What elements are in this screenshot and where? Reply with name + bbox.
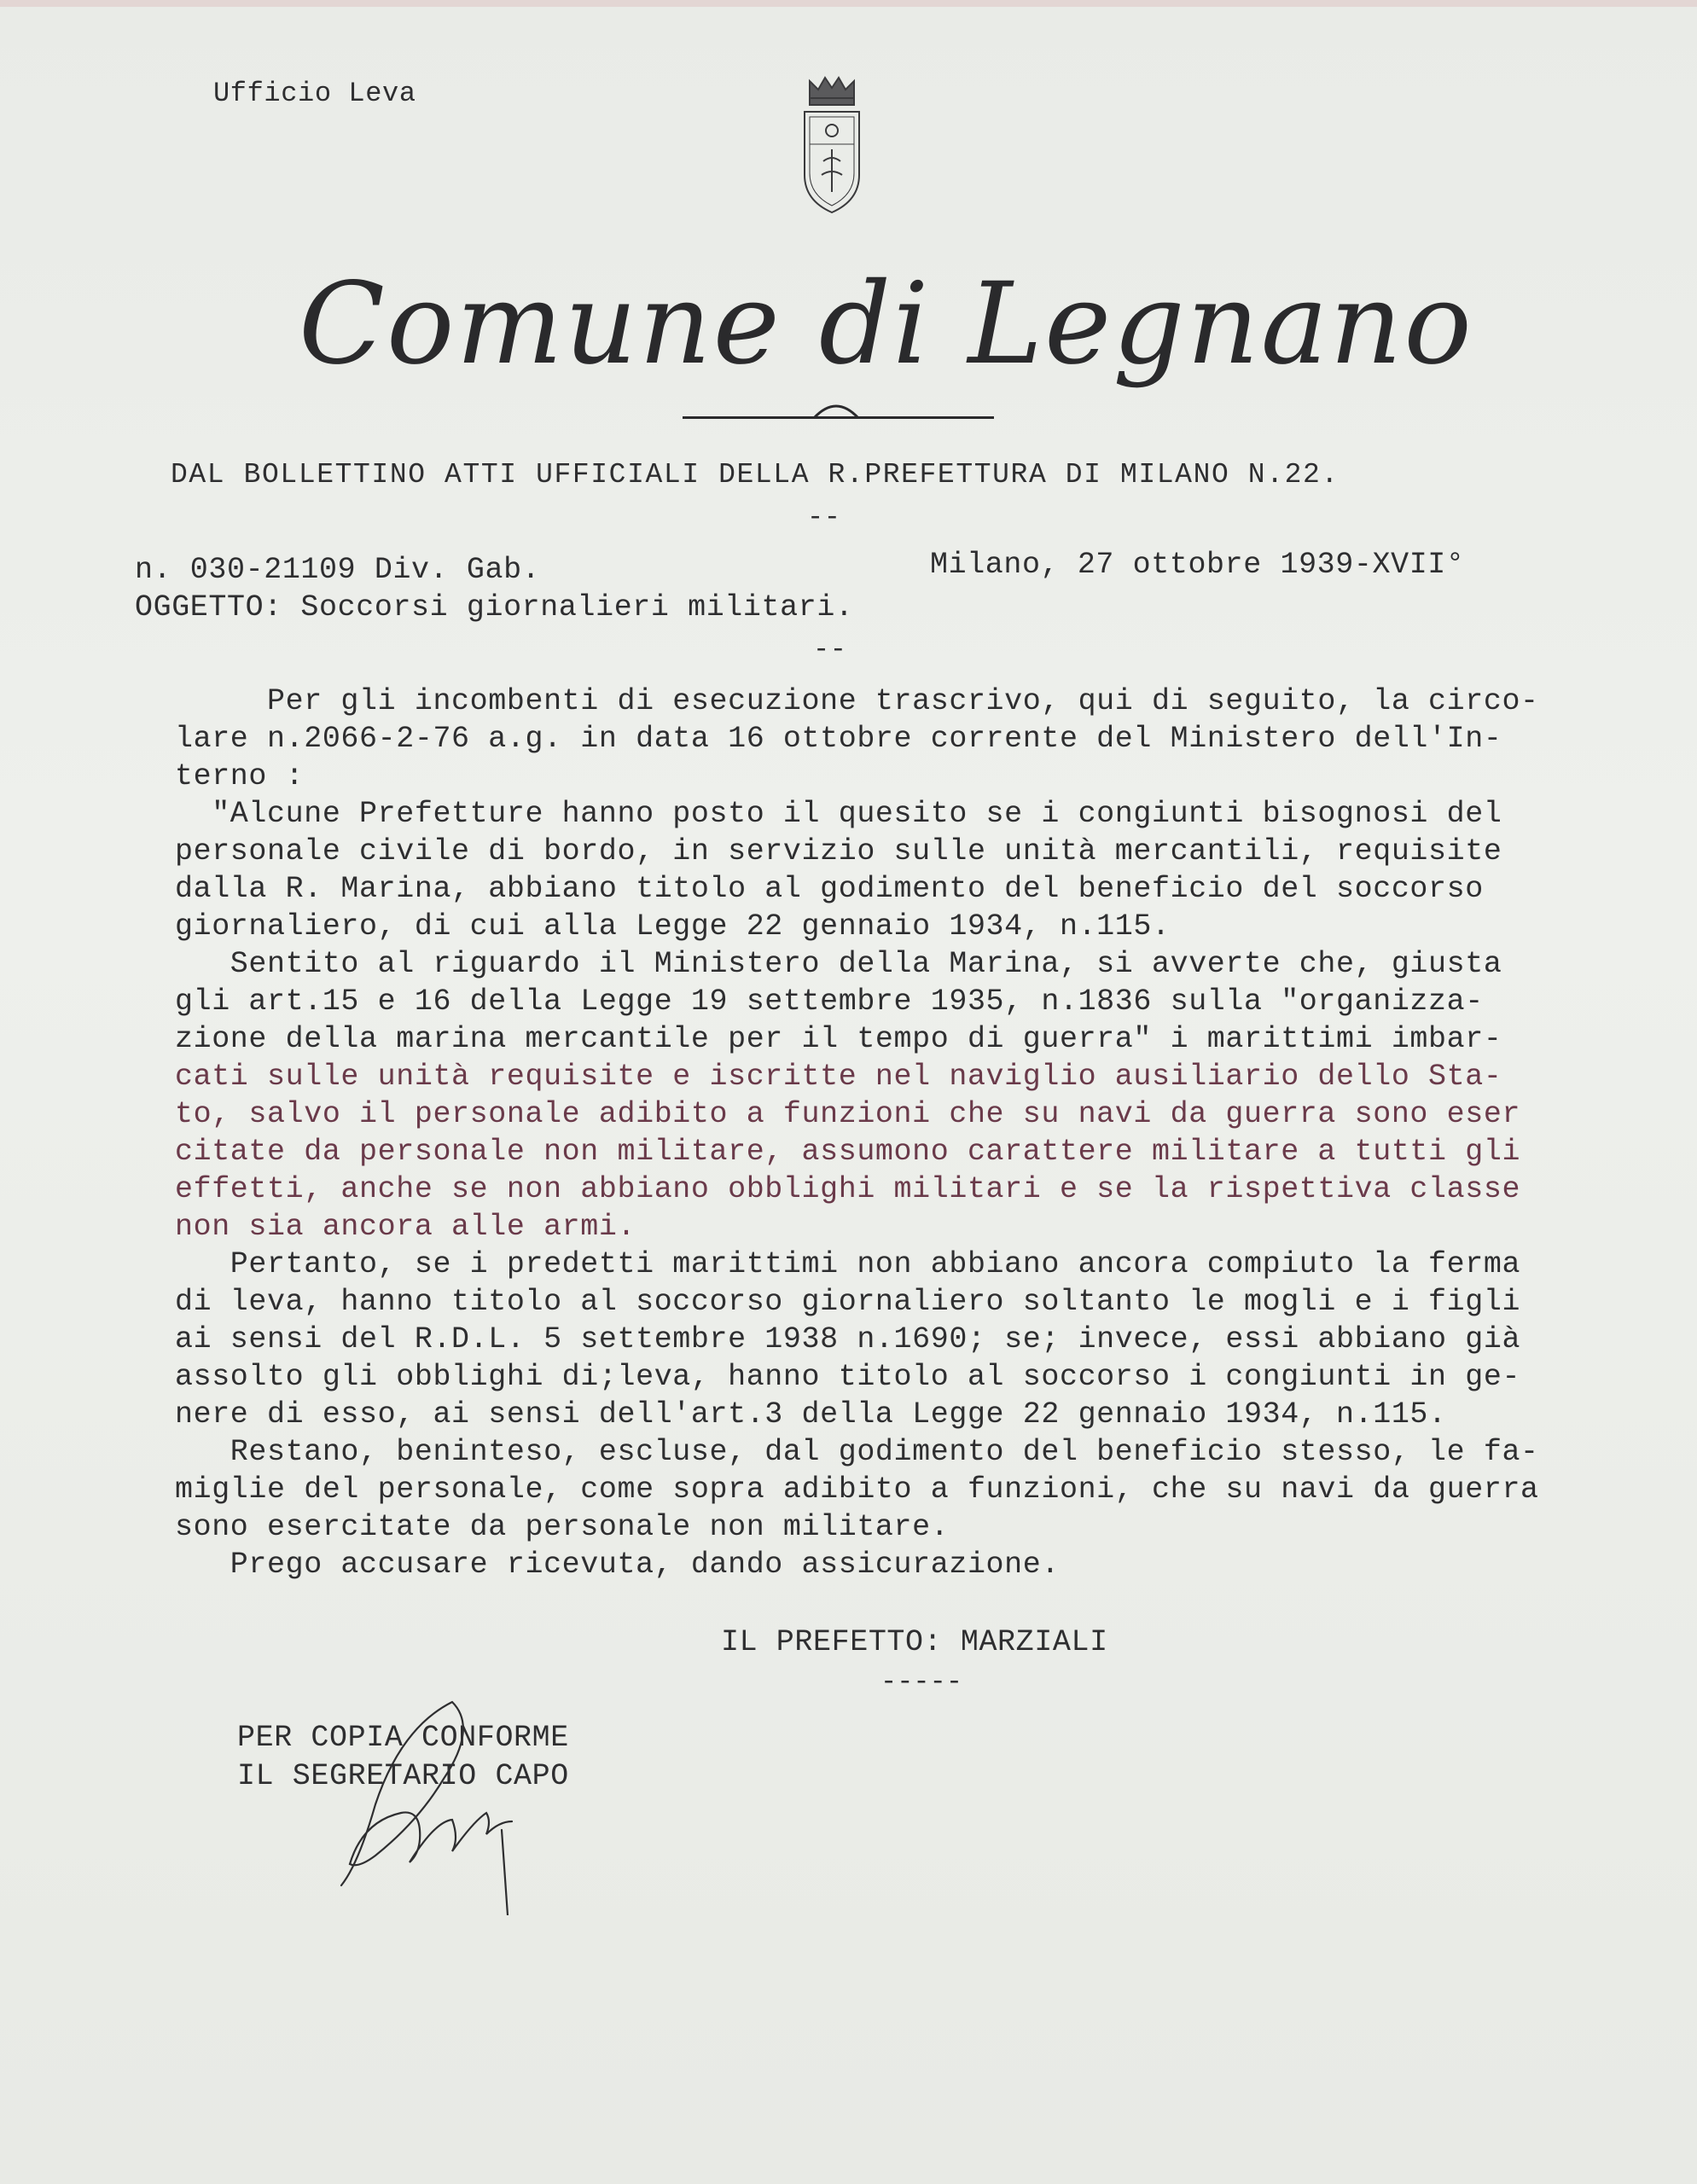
coat-of-arms-icon [798,73,866,218]
body-line: Prego accusare ricevuta, dando assicurazione. [175,1548,1060,1582]
certified-copy-label: PER COPIA CONFORME [237,1721,569,1755]
body-line: personale civile di bordo, in servizio sulle unità mercantili, requisite [175,834,1502,868]
body-line: miglie del personale, come sopra adibito a funzioni, che su navi da guerra [175,1472,1539,1507]
body-line: Sentito al riguardo il Ministero della Marina, si avverte che, giusta [175,947,1502,981]
body-line: lare n.2066-2-76 a.g. in data 16 ottobre corrente del Ministero dell'In- [175,722,1502,756]
body-line: dalla R. Marina, abbiano titolo al godimento del beneficio del soccorso [175,872,1484,906]
prefect-signatory: IL PREFETTO: MARZIALI [721,1625,1108,1659]
protocol-number: n. 030-21109 Div. Gab. [135,553,541,587]
body-line: citate da personale non militare, assumono carattere militare a tutti gli [175,1135,1521,1169]
body-line: nere di esso, ai sensi dell'art.3 della Legge 22 gennaio 1934, n.115. [175,1397,1447,1432]
bulletin-source: DAL BOLLETTINO ATTI UFFICIALI DELLA R.PREFETTURA DI MILANO N.22. [171,459,1340,491]
body-line: non sia ancora alle armi. [175,1210,636,1244]
ornament-icon [811,399,862,428]
body-line: Per gli incombenti di esecuzione trascrivo, qui di seguito, la circo- [175,684,1539,718]
body-line: giornaliero, di cui alla Legge 22 gennaio 1934, n.115. [175,909,1171,944]
body-line: effetti, anche se non abbiano obblighi militari e se la rispettiva classe [175,1172,1521,1206]
body-line: "Alcune Prefetture hanno posto il quesito se i congiunti bisognosi del [175,797,1502,831]
subject-line: OGGETTO: Soccorsi giornalieri militari. [135,590,854,624]
body-line: sono esercitate da personale non militare. [175,1510,950,1544]
body-line: terno : [175,759,305,793]
body-line: di leva, hanno titolo al soccorso giornaliero soltanto le mogli e i figli [175,1285,1521,1319]
place-date: Milano, 27 ottobre 1939-XVII° [930,548,1465,582]
top-edge-stain [0,0,1697,7]
office-label: Ufficio Leva [213,78,416,109]
separator: -- [813,634,847,665]
body-line: ai sensi del R.D.L. 5 settembre 1938 n.1690; se; invece, essi abbiano già [175,1322,1521,1356]
body-line: assolto gli obblighi di;leva, hanno titolo al soccorso i congiunti in ge- [175,1360,1521,1394]
body-line: Pertanto, se i predetti marittimi non abbiano ancora compiuto la ferma [175,1247,1521,1281]
body-line: gli art.15 e 16 della Legge 19 settembre 1935, n.1836 sulla "organizza- [175,985,1484,1019]
chief-secretary-label: IL SEGRETARIO CAPO [237,1759,569,1793]
letterhead-title: Comune di Legnano [299,258,1473,390]
body-line: cati sulle unità requisite e iscritte nel naviglio ausiliario dello Sta- [175,1060,1502,1094]
body-line: zione della marina mercantile per il tempo di guerra" i marittimi imbar- [175,1022,1502,1056]
handwritten-signature-icon [324,1693,546,1915]
separator: -- [807,502,841,533]
body-line: Restano, beninteso, escluse, dal godimento del beneficio stesso, le fa- [175,1435,1539,1469]
body-line: to, salvo il personale adibito a funzioni che su navi da guerra sono eser [175,1097,1521,1131]
separator: ----- [880,1666,963,1698]
